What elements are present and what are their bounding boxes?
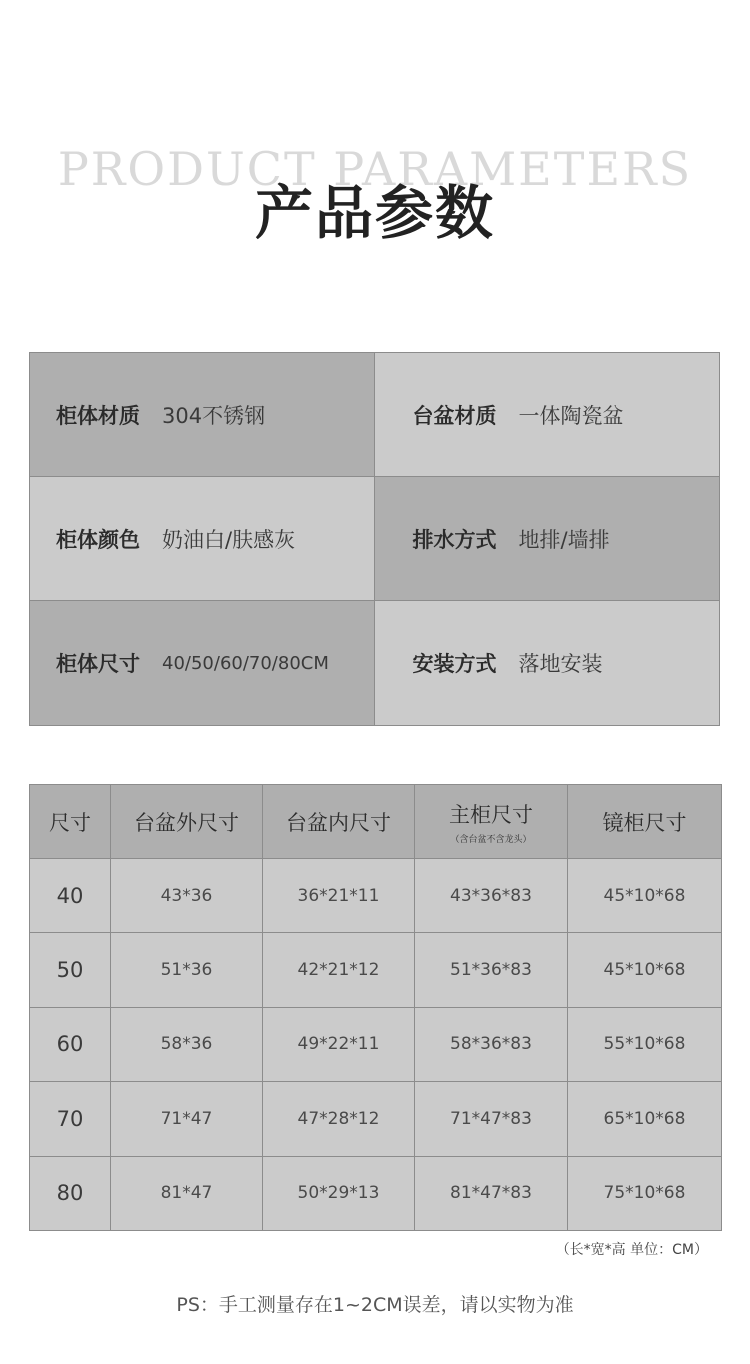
table-cell: 47*28*12: [263, 1082, 415, 1156]
table-cell: 40: [30, 859, 111, 933]
table-cell: 81*47: [111, 1156, 263, 1230]
table-cell: 75*10*68: [568, 1156, 722, 1230]
product-params-grid: [29, 352, 720, 726]
table-cell: 70: [30, 1082, 111, 1156]
header-main-cabinet-note: （含台盆不含龙头）: [450, 834, 532, 845]
param-drainage: [375, 477, 720, 601]
table-row: [30, 1007, 722, 1081]
table-cell: 45*10*68: [568, 933, 722, 1007]
param-cabinet-size: [30, 601, 375, 725]
table-cell: 50*29*13: [263, 1156, 415, 1230]
param-label: 安装方式: [412, 652, 497, 676]
table-cell: 58*36: [111, 1007, 263, 1081]
header-size: 尺寸: [30, 785, 111, 859]
table-row: [30, 1156, 722, 1230]
table-row: [30, 933, 722, 1007]
header-mirror-cabinet: 镜柜尺寸: [568, 785, 722, 859]
page-title: 产品参数: [254, 179, 495, 247]
param-basin-material: [375, 353, 720, 477]
ps-note: PS：手工测量存在1~2CM误差，请以实物为准: [176, 1294, 574, 1316]
param-value: 地排/墙排: [518, 527, 610, 552]
table-cell: 45*10*68: [568, 859, 722, 933]
table-cell: 71*47: [111, 1082, 263, 1156]
table-cell: 55*10*68: [568, 1007, 722, 1081]
header-main-cabinet: [415, 785, 568, 859]
param-value: 奶油白/肤感灰: [162, 527, 296, 552]
background-title: PRODUCT PARAMETERS: [57, 142, 693, 196]
param-value: 40/50/60/70/80CM: [162, 652, 329, 674]
param-label: 柜体尺寸: [56, 652, 140, 676]
table-cell: 71*47*83: [415, 1082, 568, 1156]
table-cell: 80: [30, 1156, 111, 1230]
table-cell: 42*21*12: [263, 933, 415, 1007]
header-basin-inner: 台盆内尺寸: [263, 785, 415, 859]
table-cell: 49*22*11: [263, 1007, 415, 1081]
table-cell: 43*36*83: [415, 859, 568, 933]
table-row: [30, 1082, 722, 1156]
table-cell: 51*36: [111, 933, 263, 1007]
param-value: 一体陶瓷盆: [518, 403, 624, 428]
param-installation: [375, 601, 720, 725]
size-table: [29, 784, 722, 1231]
header-basin-outer: 台盆外尺寸: [111, 785, 263, 859]
table-cell: 60: [30, 1007, 111, 1081]
table-cell: 43*36: [111, 859, 263, 933]
param-label: 柜体颜色: [56, 527, 140, 552]
table-cell: 81*47*83: [415, 1156, 568, 1230]
param-cabinet-material: [30, 353, 375, 477]
table-header-row: [30, 785, 722, 859]
table-cell: 36*21*11: [263, 859, 415, 933]
unit-note: （长*宽*高 单位：CM）: [555, 1242, 708, 1258]
param-label: 柜体材质: [56, 403, 140, 428]
param-value: 落地安装: [518, 652, 603, 676]
param-label: 排水方式: [412, 527, 497, 552]
param-value: 304不锈钢: [162, 403, 266, 428]
param-label: 台盆材质: [412, 403, 497, 428]
header-main-cabinet-label: 主柜尺寸: [449, 802, 533, 827]
table-cell: 58*36*83: [415, 1007, 568, 1081]
param-cabinet-color: [30, 477, 375, 601]
table-cell: 65*10*68: [568, 1082, 722, 1156]
table-cell: 50: [30, 933, 111, 1007]
table-row: [30, 859, 722, 933]
table-cell: 51*36*83: [415, 933, 568, 1007]
